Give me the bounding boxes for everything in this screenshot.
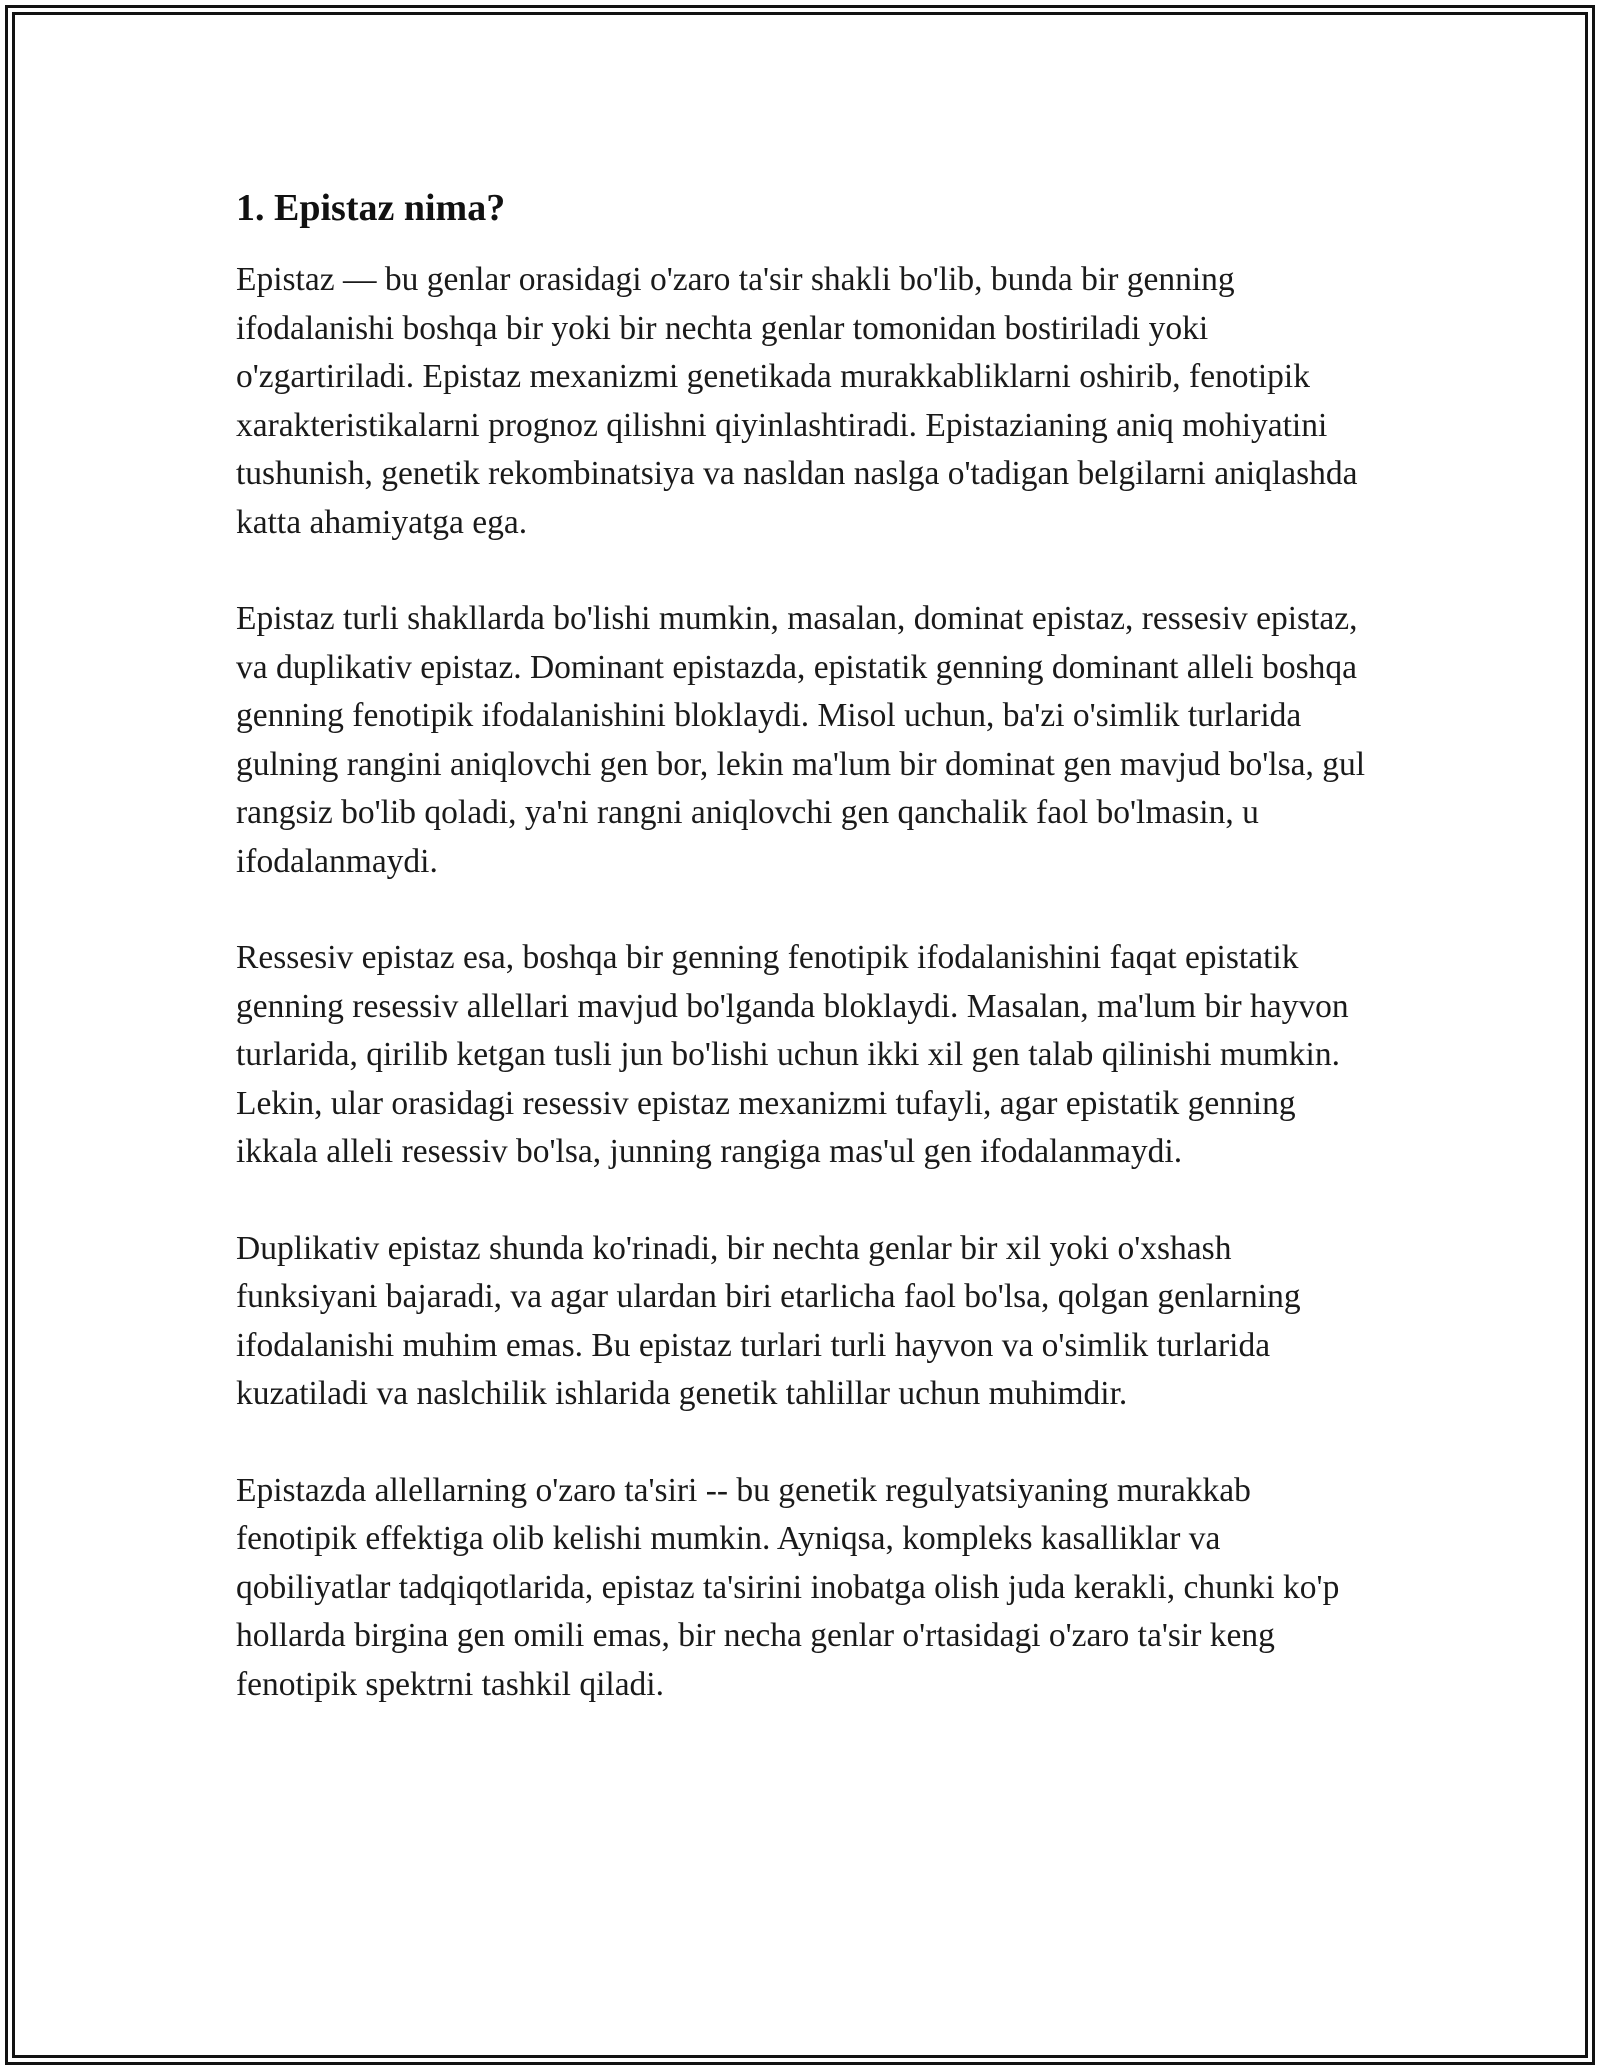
paragraph-3: Ressesiv epistaz esa, boshqa bir genning fenotipik ifodalanishini faqat epistatik genning resessiv allellari mavjud bo'lganda bloklaydi. Masalan, ma'lum bir hayvon turlarida, qirilib ketgan tusli jun bo'lishi uchun ikki xil gen talab qilinishi mumkin. Lekin, ular orasidagi resessiv epistaz mexanizmi tufayli, agar epistatik genning ikkala alleli resessiv bo'lsa, junning rangiga mas'ul gen ifodalanmaydi.: [236, 939, 1349, 1170]
paragraph-2: Epistaz turli shakllarda bo'lishi mumkin, masalan, dominat epistaz, ressesiv epistaz, va duplikativ epistaz. Dominant epistazda, epistatik genning dominant alleli boshqa genning fenotipik ifodalanishini bloklaydi. Misol uchun, ba'zi o'simlik turlarida gulning rangini aniqlovchi gen bor, lekin ma'lum bir dominat gen mavjud bo'lsa, gul rangsiz bo'lib qoladi, ya'ni rangni aniqlovchi gen qanchalik faol bo'lmasin, u ifodalanmaydi.: [236, 600, 1366, 880]
paragraph-5: Epistazda allellarning o'zaro ta'siri -- bu genetik regulyatsiyaning murakkab fenotipik effektiga olib kelishi mumkin. Ayniqsa, kompleks kasalliklar va qobiliyatlar tadqiqotlarida, epistaz ta'sirini inobatga olish juda kerakli, chunki ko'p hollarda birgina gen omili emas, bir necha genlar o'rtasidagi o'zaro ta'sir keng fenotipik spektrni tashkil qiladi.: [236, 1471, 1340, 1703]
document-body: [236, 184, 1376, 1709]
section-heading: 1. Epistaz nima?: [236, 187, 506, 229]
paragraph-4: Duplikativ epistaz shunda ko'rinadi, bir nechta genlar bir xil yoki o'xshash funksiyani bajaradi, va agar ulardan biri etarlicha faol bo'lsa, qolgan genlarning ifodalanishi muhim emas. Bu epistaz turlari turli hayvon va o'simlik turlarida kuzatiladi va naslchilik ishlarida genetik tahlillar uchun muhimdir.: [236, 1229, 1301, 1412]
paragraph-1: Epistaz — bu genlar orasidagi o'zaro ta'sir shakli bo'lib, bunda bir genning ifodalanishi boshqa bir yoki bir nechta genlar tomonidan bostiriladi yoki o'zgartiriladi. Epistaz mexanizmi genetikada murakkabliklarni oshirib, fenotipik xarakteristikalarni prognoz qilishni qiyinlashtiradi. Epistazianing aniq mohiyatini tushunish, genetik rekombinatsiya va nasldan naslga o'tadigan belgilarni aniqlashda katta ahamiyatga ega.: [236, 261, 1358, 541]
